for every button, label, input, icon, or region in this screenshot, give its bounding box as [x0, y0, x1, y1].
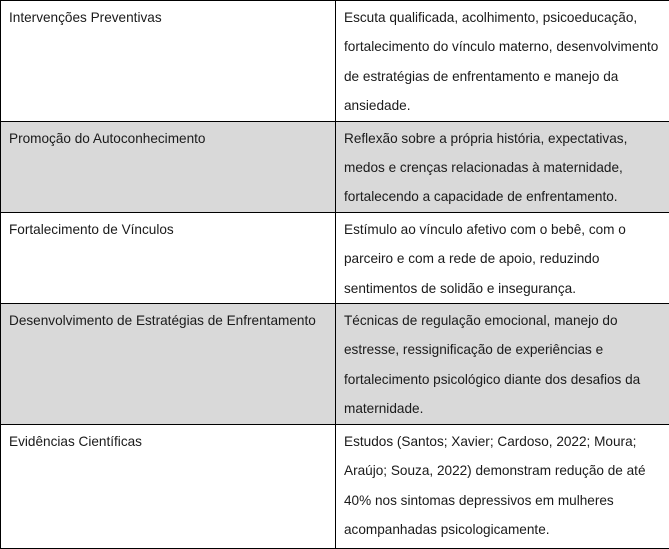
row-label-cell — [1, 121, 336, 212]
row-description: Técnicas de regulação emocional, manejo do estresse, ressignificação de experiências e fortalecimento psicológico diante dos desafios da maternidade. — [344, 306, 661, 424]
row-description-cell — [336, 1, 669, 122]
row-label: Evidências Científicas — [9, 427, 327, 456]
row-label: Promoção do Autoconhecimento — [9, 124, 327, 153]
row-description-cell — [336, 424, 669, 548]
table-row — [1, 212, 669, 303]
row-label: Desenvolvimento de Estratégias de Enfrentamento — [9, 306, 327, 335]
row-description: Estímulo ao vínculo afetivo com o bebê, com o parceiro e com a rede de apoio, reduzindo sentimentos de solidão e insegurança. — [344, 215, 661, 303]
row-label-cell — [1, 304, 336, 425]
row-label-cell — [1, 1, 336, 122]
row-description-cell — [336, 304, 669, 425]
row-description: Estudos (Santos; Xavier; Cardoso, 2022; Moura; Araújo; Souza, 2022) demonstram redução de até 40% nos sintomas depressivos em mulheres acompanhadas psicologicamente. — [344, 427, 661, 545]
table-row — [1, 304, 669, 425]
row-label: Intervenções Preventivas — [9, 3, 327, 32]
row-label: Fortalecimento de Vínculos — [9, 215, 327, 244]
row-description-cell — [336, 121, 669, 212]
table-row — [1, 1, 669, 122]
table-row — [1, 121, 669, 212]
row-description: Escuta qualificada, acolhimento, psicoeducação, fortalecimento do vínculo materno, desenvolvimento de estratégias de enfrentamento e manejo da ansiedade. — [344, 3, 661, 121]
row-label-cell — [1, 424, 336, 548]
row-label-cell — [1, 212, 336, 303]
table-row — [1, 424, 669, 548]
row-description: Reflexão sobre a própria história, expectativas, medos e crenças relacionadas à maternidade, fortalecendo a capacidade de enfrentamento. — [344, 124, 661, 212]
row-description-cell — [336, 212, 669, 303]
